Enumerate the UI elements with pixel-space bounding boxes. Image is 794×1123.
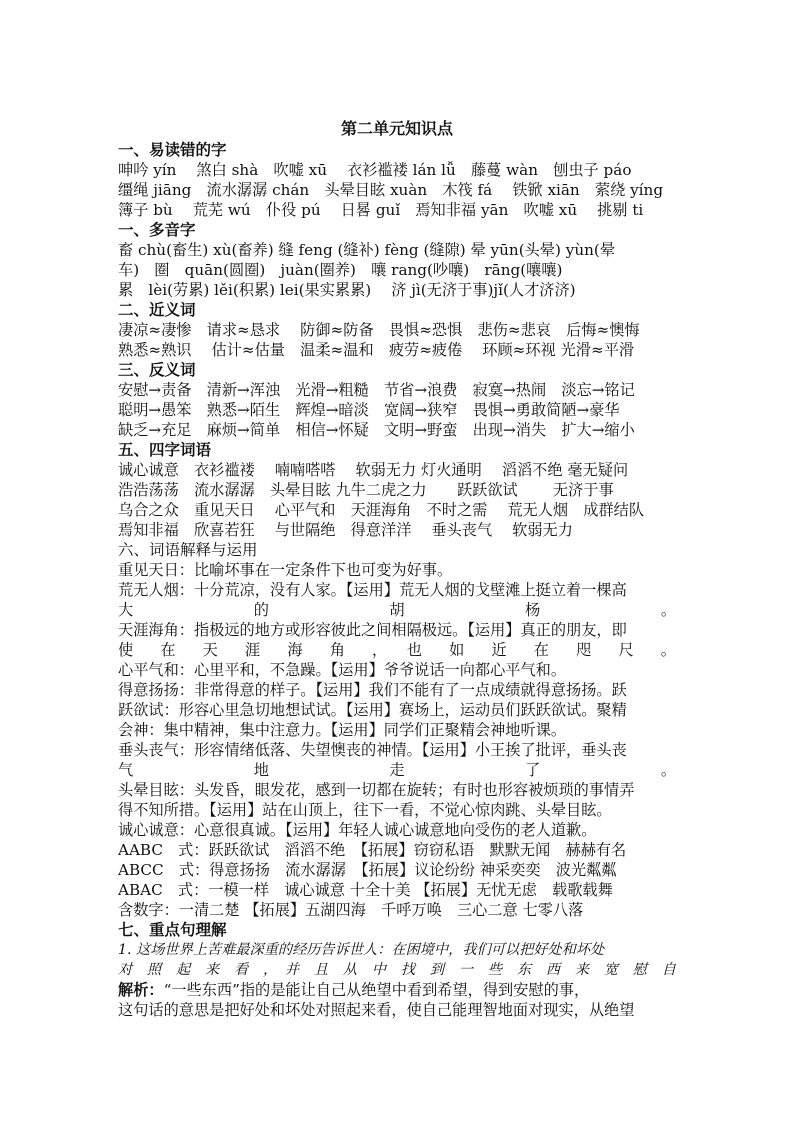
section-heading-four-char-words: 五、四字词语	[118, 440, 212, 459]
text-line-justified: 大 的 胡 杨 。	[118, 601, 676, 619]
section-heading-misread-chars: 一、易读错的字	[118, 140, 227, 159]
analysis-line: 这句话的意思是把好处和坏处对照起来看，使自己能理智地面对现实，从绝望	[118, 1001, 635, 1019]
section-heading-word-usage: 六、词语解释与运用	[118, 541, 258, 559]
text-line: ABAC 式：一模一样 诚心诚意 十全十美 【拓展】无忧无虑 载歌载舞	[118, 881, 613, 899]
text-line: 簿子 bù 荒芜 wú 仆役 pú 日晷 guǐ 焉知非福 yān 吹嘘 xū 挑剔 ti	[118, 201, 644, 219]
section-heading-antonyms: 三、反义词	[118, 360, 196, 379]
text-line: 聪明→愚笨 熟悉→陌生 辉煌→暗淡 宽阔→狭窄 畏惧→勇敢简陋→豪华	[118, 401, 620, 419]
text-line: 缺乏→充足 麻烦→简单 相信→怀疑 文明→野蛮 出现→消失 扩大→缩小	[118, 421, 635, 439]
section-heading-key-sentences: 七、重点句理解	[118, 920, 227, 939]
text-line: 熟悉≈熟识 估计≈估量 温柔≈温和 疲劳≈疲倦 环顾≈环视 光滑≈平滑	[118, 341, 635, 359]
text-line: 诚心诚意 衣衫褴褛 喃喃嗒嗒 软弱无力 灯火通明 滔滔不绝 毫无疑问	[118, 461, 629, 479]
text-line: 得意扬扬：非常得意的样子。【运用】我们不能有了一点成绩就得意扬扬。跃	[118, 681, 627, 699]
analysis-text: “一些东西”指的是能让自己从绝望中看到希望，得到安慰的事，	[163, 981, 590, 999]
text-line: 焉知非福 欣喜若狂 与世隔绝 得意洋洋 垂头丧气 软弱无力	[118, 521, 573, 539]
text-line: 凄凉≈凄惨 请求≈恳求 防御≈防备 畏惧≈恐惧 悲伤≈悲哀 后悔≈懊悔	[118, 321, 640, 339]
document-content	[118, 118, 676, 1020]
text-line: 头晕目眩：头发昏，眼发花，感到一切都在旋转；有时也形容被烦琐的事情弄	[118, 781, 635, 799]
text-line: 荒无人烟：十分荒凉，没有人家。【运用】荒无人烟的戈壁滩上挺立着一棵高	[118, 581, 627, 599]
text-line-justified: 气 地 走 了 。	[118, 761, 676, 779]
section-heading-synonyms: 二、近义词	[118, 300, 196, 319]
text-line: 垂头丧气：形容情绪低落、失望懊丧的神情。【运用】小王挨了批评，垂头丧	[118, 741, 627, 759]
text-line: ABCC 式：得意扬扬 流水潺潺 【拓展】议论纷纷 神采奕奕 波光粼粼	[118, 861, 617, 879]
text-line: 天涯海角：指极远的地方或形容彼此之间相隔极远。【运用】真正的朋友，即	[118, 621, 627, 639]
text-line: 心平气和：心里平和，不急躁。【运用】爷爷说话一向都心平气和。	[118, 661, 567, 679]
text-line: 车) 圈 quān(圆圈) juàn(圈养) 嚷 rang(吵嚷) rāng(嚷嚷)	[118, 261, 563, 279]
page-title: 第二单元知识点	[340, 119, 453, 138]
text-line: 安慰→责备 清新→浑浊 光滑→粗糙 节省→浪费 寂寞→热闹 淡忘→铭记	[118, 381, 635, 399]
text-line: 得不知所措。【运用】站在山顶上，往下一看，不觉心惊肉跳、头晕目眩。	[118, 801, 612, 819]
text-line: 乌合之众 重见天日 心平气和 天涯海角 不时之需 荒无人烟 成群结队	[118, 501, 645, 519]
analysis-line	[118, 980, 676, 1000]
text-line: 重见天日：比喻坏事在一定条件下也可变为好事。	[118, 561, 453, 579]
text-line: 缰绳 jiāng 流水潺潺 chán 头晕目眩 xuàn 木筏 fá 铁锨 xiān 萦绕 yíng	[118, 181, 664, 199]
text-line: 诚心诚意：心意很真诚。【运用】年轻人诚心诚意地向受伤的老人道歉。	[118, 821, 597, 839]
text-line: 呻吟 yín 煞白 shà 吹嘘 xū 衣衫褴褛 lán lǚ 藤蔓 wàn 刨虫子 páo	[118, 161, 632, 179]
text-line: 浩浩荡荡 流水潺潺 头晕目眩 九牛二虎之力 跃跃欲试 无济于事	[118, 481, 614, 499]
text-line: AABC 式：跃跃欲试 滔滔不绝 【拓展】窃窃私语 默默无闻 赫赫有名	[118, 841, 627, 859]
text-line: 含数字：一清二楚 【拓展】五湖四海 千呼万唤 三心二意 七零八落	[118, 901, 584, 919]
text-line-justified: 使 在 天 涯 海 角 ， 也 如 近 在 咫 尺 。	[118, 641, 676, 659]
text-line: 会神：集中精神，集中注意力。【运用】同学们正聚精会神地听课。	[118, 721, 567, 739]
text-line: 跃欲试：形容心里急切地想试试。【运用】赛场上，运动员们跃跃欲试。聚精	[118, 701, 627, 719]
key-sentence-line-justified: 对 照 起 来 看 ， 并 且 从 中 找 到 一 些 东 西 来 宽 慰 自	[118, 962, 676, 978]
key-sentence-line: 1. 这场世界上苦难最深重的经历告诉世人：在困境中，我们可以把好处和坏处	[118, 942, 605, 958]
text-line: 累 lèi(劳累) lěi(积累) lei(果实累累) 济 jì(无济于事)jǐ(人才济济)	[118, 281, 576, 299]
section-heading-polyphones: 一、多音字	[118, 220, 196, 239]
analysis-label: 解析：	[118, 981, 164, 999]
text-line: 畜 chù(畜生) xù(畜养) 缝 feng (缝补) fèng (缝隙) 晕 yūn(头晕) yùn(晕	[118, 241, 616, 259]
